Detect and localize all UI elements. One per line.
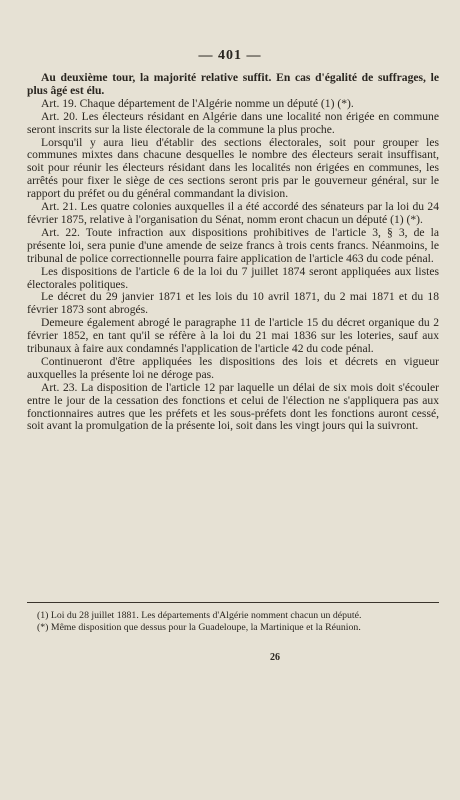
paragraph-electoral-sections: Lorsqu'il y aura lieu d'établir des sections électorales, soit pour grouper les communes mixtes dans chacune desquelles le nombre des électeurs serait insuffisant, soit pour réunir les électeurs résidant dans les localités non érigées en communes, les arrêtés pour fixer le siège de ces sections seront pris par le gouverneur général, sur le rapport du préfet ou du général commandant la division. [27, 135, 439, 201]
footnote-divider [27, 602, 439, 603]
paragraph-article-22: Art. 22. Toute infraction aux dispositions prohibitives de l'article 3, § 3, de la présente loi, sera punie d'une amende de seize francs à trois cents francs. Néanmoins, le tribunal de police correctionnelle pourra faire application de l'article 463 du code pénal. [27, 225, 439, 265]
paragraph-second-round: Au deuxième tour, la majorité relative suffit. En cas d'égalité de suffrages, le plus âgé est élu. [27, 71, 439, 97]
paragraph-law-1874: Les dispositions de l'article 6 de la loi du 7 juillet 1874 seront appliquées aux listes électorales politiques. [27, 264, 439, 291]
paragraph-decree-abrogation: Le décret du 29 janvier 1871 et les lois du 10 avril 1871, du 2 mai 1871 et du 18 février 1873 sont abrogés. [27, 290, 439, 317]
footnotes [27, 610, 439, 634]
footnote-1: (1) Loi du 28 juillet 1881. Les départements d'Algérie nomment chacun un député. [37, 610, 362, 621]
paragraph-article-20: Art. 20. Les électeurs résidant en Algérie dans une localité non érigée en commune seront inscrits sur la liste électorale de la commune la plus proche. [27, 109, 439, 136]
page-number: — 401 — [198, 48, 262, 63]
paragraph-article-21: Art. 21. Les quatre colonies auxquelles il a été accordé des sénateurs par la loi du 24 février 1875, relative à l'organisation du Sénat, nomm eront chacun un député (1) (*). [27, 200, 439, 226]
paragraph-article-23: Art. 23. La disposition de l'article 12 par laquelle un délai de six mois doit s'écouler entre le jour de la cessation des fonctions et celui de l'élection ne s'appliquera pas aux fonctionnaires autres que les préfets et les sous-préfets dont les fonctions auront cessé, soit avant la promulgation de la présente loi, soit dans les vingt jours qui la suivront. [27, 380, 439, 433]
signature-mark: 26 [270, 652, 280, 663]
paragraph-article-15-abrogation: Demeure également abrogé le paragraphe 11 de l'article 15 du décret organique du 2 février 1852, en tant qu'il se réfère à la loi du 21 mai 1836 sur les loteries, sauf aux tribunaux à faire aux condamnés l'application de l'article 42 du code pénal. [27, 316, 439, 356]
footnote-2: (*) Même disposition que dessus pour la Guadeloupe, la Martinique et la Réunion. [37, 622, 361, 634]
paragraph-continued-provisions: Continueront d'être appliquées les dispositions des lois et décrets en vigueur auxquelles la présente loi ne déroge pas. [27, 354, 439, 381]
paragraph-article-19: Art. 19. Chaque département de l'Algérie nomme un député (1) (*). [41, 96, 354, 110]
body-text [27, 72, 439, 433]
